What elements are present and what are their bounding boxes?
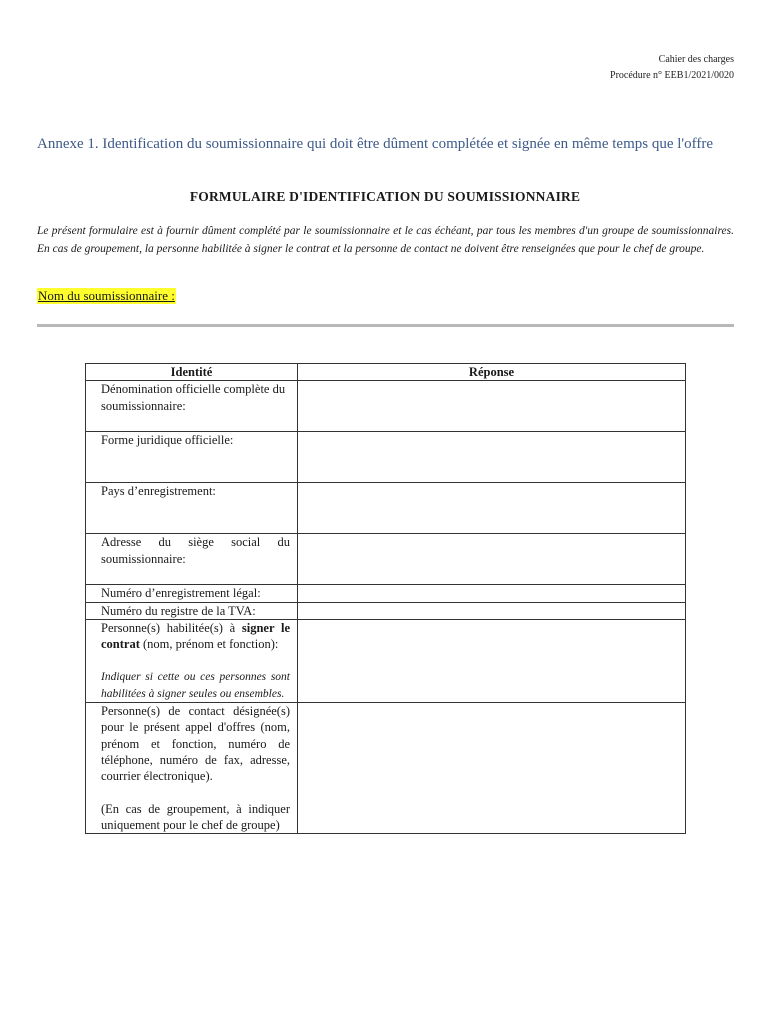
response-cell-forme-juridique[interactable] bbox=[298, 432, 686, 483]
col-identity-header: Identité bbox=[86, 364, 298, 381]
table-row bbox=[86, 703, 686, 834]
row-label-signataire bbox=[86, 619, 298, 702]
table-row bbox=[86, 381, 686, 432]
response-cell-numero-tva[interactable] bbox=[298, 602, 686, 619]
row-label-pays: Pays d’enregistrement: bbox=[86, 483, 298, 534]
row-label-denomination: Dénomination officielle complète du soumissionnaire: bbox=[86, 381, 298, 432]
col-response-header: Réponse bbox=[298, 364, 686, 381]
annex-title: Annexe 1. Identification du soumissionnaire qui doit être dûment complétée et signée en même temps que l'offre bbox=[37, 136, 713, 152]
row-label-adresse: Adresse du siège social du soumissionnaire: bbox=[86, 534, 298, 585]
table-row bbox=[86, 602, 686, 619]
row-label-numero-legal: Numéro d’enregistrement légal: bbox=[86, 585, 298, 602]
header-procedure-number: Procédure n° EEB1/2021/0020 bbox=[610, 70, 734, 81]
table-row bbox=[86, 585, 686, 602]
response-cell-pays[interactable] bbox=[298, 483, 686, 534]
bidder-name-label: Nom du soumissionnaire : bbox=[38, 288, 175, 303]
contact-text: Personne(s) de contact désignée(s) pour le présent appel d'offres (nom, prénom et fonction, numéro de téléphone, numéro de fax, adresse, courrier électronique). bbox=[101, 704, 290, 784]
response-cell-contact[interactable] bbox=[298, 703, 686, 834]
table-row bbox=[86, 432, 686, 483]
response-cell-numero-legal[interactable] bbox=[298, 585, 686, 602]
intro-paragraph: Le présent formulaire est à fournir dûment complété par le soumissionnaire et le cas échéant, par tous les membres d'un groupe de soumissionnaires. En cas de groupement, la personne habilitée à signer le contrat et la personne de contact ne doivent être renseignées que pour le chef de groupe. bbox=[37, 225, 734, 255]
signataire-text: Personne(s) habilitée(s) à signer le contrat (nom, prénom et fonction): bbox=[101, 620, 290, 652]
header-doc-type: Cahier des charges bbox=[658, 54, 734, 65]
identification-table bbox=[85, 363, 686, 834]
table-header-row bbox=[86, 364, 686, 381]
signataire-note: Indiquer si cette ou ces personnes sont habilitées à signer seules ou ensembles. bbox=[101, 671, 290, 700]
response-cell-adresse[interactable] bbox=[298, 534, 686, 585]
response-cell-denomination[interactable] bbox=[298, 381, 686, 432]
form-title: FORMULAIRE D'IDENTIFICATION DU SOUMISSIONNAIRE bbox=[189, 189, 581, 204]
table-row bbox=[86, 483, 686, 534]
row-label-contact bbox=[86, 703, 298, 834]
document-header bbox=[610, 52, 734, 84]
response-cell-signataire[interactable] bbox=[298, 619, 686, 702]
table-row bbox=[86, 619, 686, 702]
table-row bbox=[86, 534, 686, 585]
contact-note: (En cas de groupement, à indiquer uniquement pour le chef de groupe) bbox=[101, 801, 290, 832]
row-label-numero-tva: Numéro du registre de la TVA: bbox=[86, 602, 298, 619]
row-label-forme-juridique: Forme juridique officielle: bbox=[86, 432, 298, 483]
horizontal-rule bbox=[37, 324, 734, 327]
